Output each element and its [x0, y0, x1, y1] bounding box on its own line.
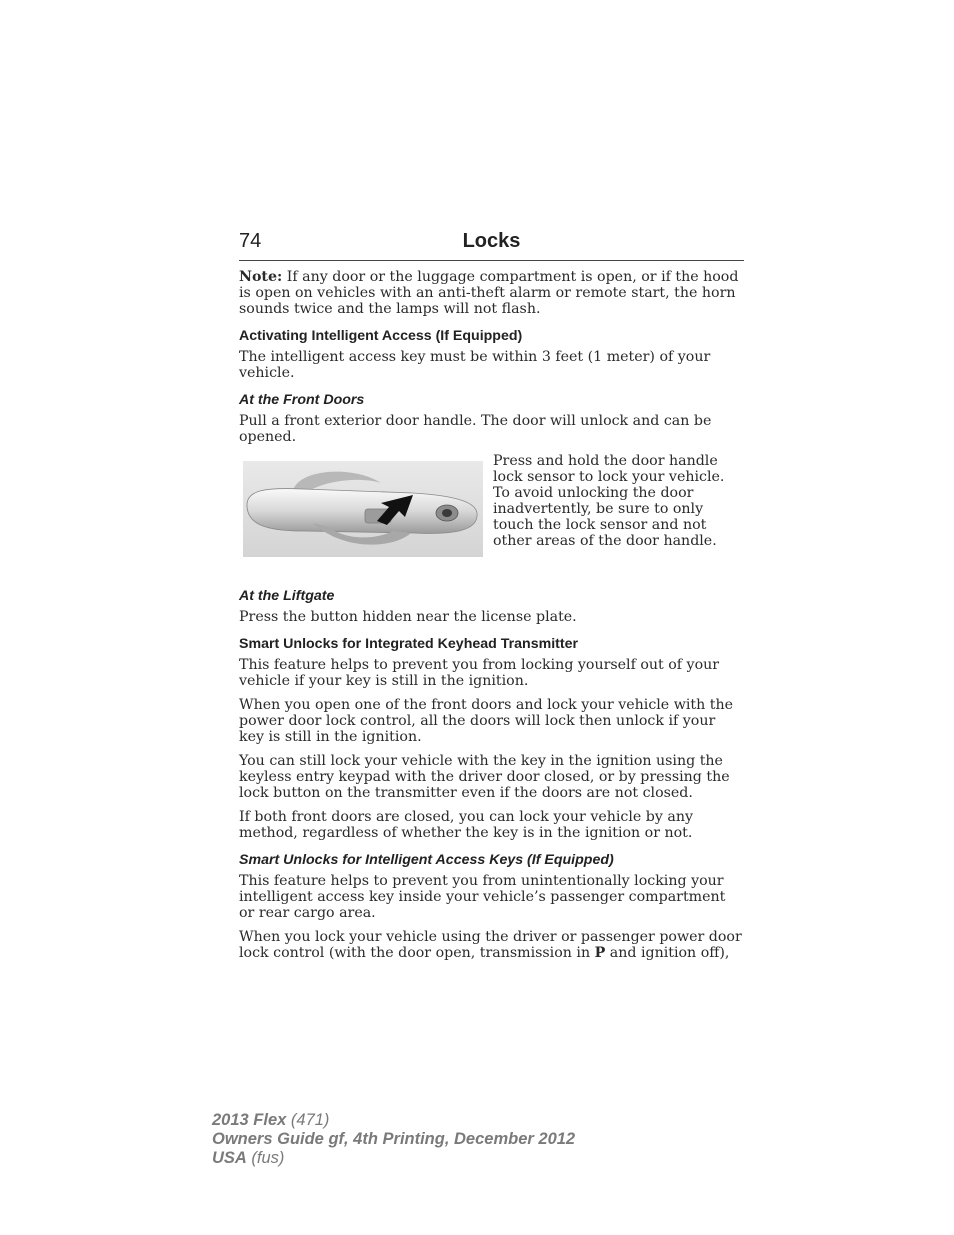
smart-iak-paragraph-1: This feature helps to prevent you from unintentionally locking your intelligent access key inside your vehicle’s passenger compartment or rear cargo area. — [239, 873, 726, 921]
door-handle-instruction — [493, 453, 745, 549]
footer-model: 2013 Flex — [212, 1111, 287, 1129]
page-content — [239, 269, 744, 969]
footer-line-1 — [212, 1111, 575, 1130]
door-handle-figure-row — [239, 453, 744, 577]
footer-market: USA — [212, 1149, 247, 1167]
smart-iak-paragraph-2 — [239, 929, 744, 961]
door-handle-instruction-text: Press and hold the door handle lock sensor to lock your vehicle. To avoid unlocking the door inadvertently, be sure to only touch the lock sensor and not other areas of the door handle. — [493, 453, 725, 549]
smart-iak-paragraph-2-end: and ignition off), — [605, 945, 730, 961]
chapter-title: Locks — [462, 230, 521, 252]
smart-ikt-heading: Smart Unlocks for Integrated Keyhead Transmitter — [239, 636, 579, 652]
footer-model-code: (471) — [286, 1111, 330, 1129]
smart-ikt-paragraph-3: You can still lock your vehicle with the key in the ignition using the keyless entry keypad with the driver door closed, or by pressing the lock button on the transmitter even if the doors are not closed. — [239, 753, 730, 801]
front-doors-text: Pull a front exterior door handle. The door will unlock and can be opened. — [239, 413, 712, 445]
footer-line-2: Owners Guide gf, 4th Printing, December 2012 — [212, 1130, 576, 1148]
smart-ikt-paragraph-2: When you open one of the front doors and lock your vehicle with the power door lock control, all the doors will lock then unlock if your key is still in the ignition. — [239, 697, 733, 745]
liftgate-text: Press the button hidden near the license plate. — [239, 609, 577, 625]
smart-iak-paragraph-2-start: When you lock your vehicle using the driver or passenger power door lock control (with the door open, transmission in — [239, 929, 742, 961]
note-paragraph — [239, 269, 744, 317]
park-gear-label: P — [594, 945, 606, 961]
footer-line-3 — [212, 1149, 575, 1168]
page-header — [239, 230, 744, 261]
activating-text: The intelligent access key must be within 3 feet (1 meter) of your vehicle. — [239, 349, 711, 381]
smart-ikt-paragraph-4: If both front doors are closed, you can lock your vehicle by any method, regardless of whether the key is in the ignition or not. — [239, 809, 694, 841]
front-doors-heading: At the Front Doors — [239, 392, 365, 408]
smart-iak-heading: Smart Unlocks for Intelligent Access Keys (If Equipped) — [239, 852, 614, 868]
activating-heading: Activating Intelligent Access (If Equipped) — [239, 328, 523, 344]
footer-market-code: (fus) — [246, 1149, 285, 1167]
liftgate-heading: At the Liftgate — [239, 588, 335, 604]
page-number: 74 — [239, 230, 262, 252]
page-footer — [212, 1111, 575, 1168]
note-text: If any door or the luggage compartment is open, or if the hood is open on vehicles with an anti-theft alarm or remote start, the horn sounds twice and the lamps will not flash. — [239, 269, 739, 317]
note-label: Note: — [239, 269, 283, 285]
smart-ikt-paragraph-1: This feature helps to prevent you from locking yourself out of your vehicle if your key is still in the ignition. — [239, 657, 720, 689]
door-handle-illustration — [243, 461, 483, 557]
